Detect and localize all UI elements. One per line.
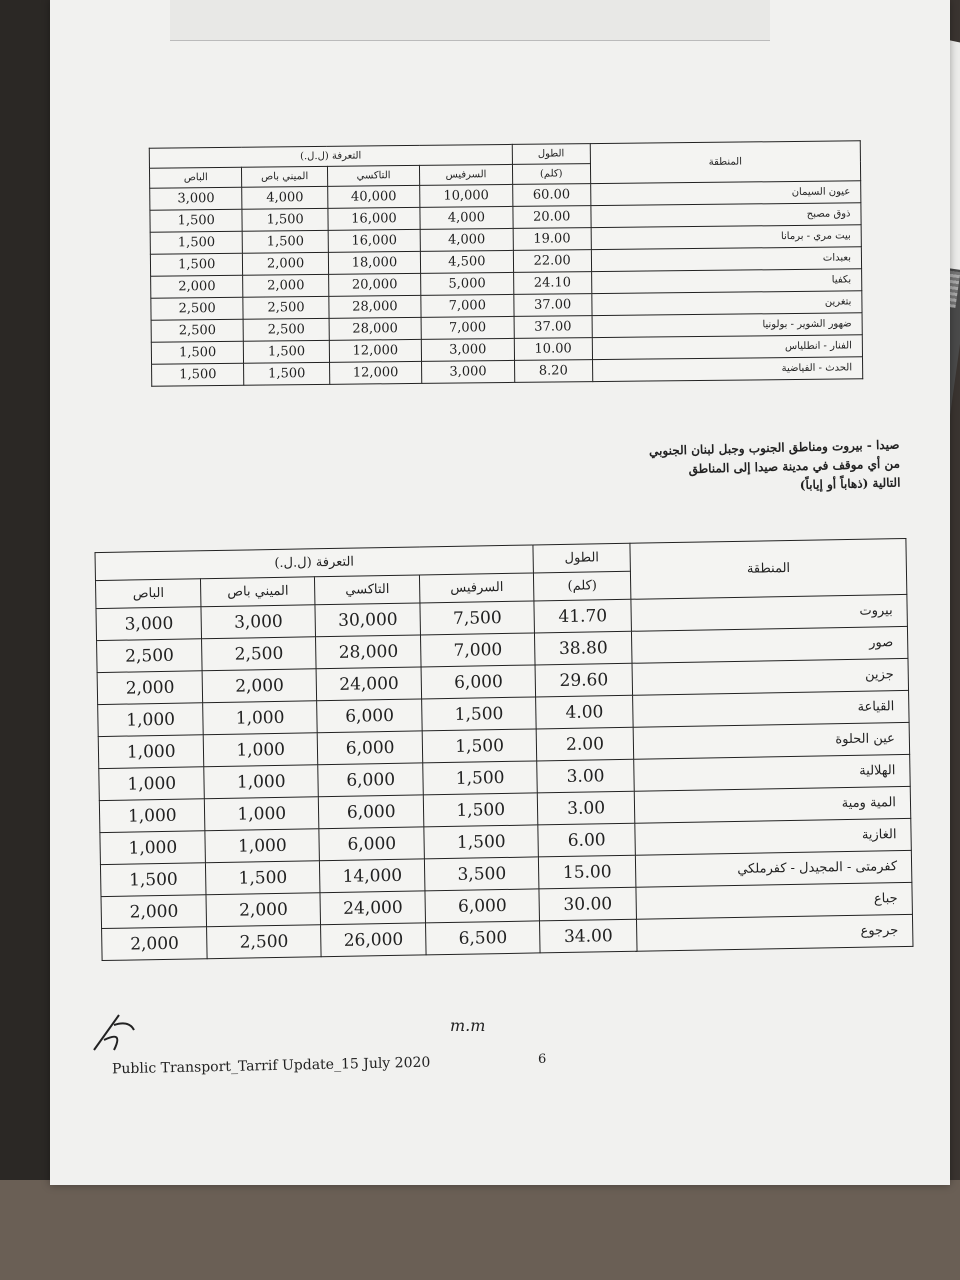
- taxi-fare-cell: 28,000: [315, 635, 421, 669]
- taxi-fare-cell: 18,000: [328, 251, 421, 274]
- footer-doc-title: Public Transport_Tarrif Update_15 July 2020: [111, 1054, 431, 1078]
- length-cell: 37.00: [513, 294, 591, 317]
- service-fare-cell: 6,000: [421, 665, 535, 699]
- taxi-fare-cell: 28,000: [329, 317, 422, 340]
- length-cell: 10.00: [514, 338, 592, 361]
- service-fare-cell: 6,000: [425, 889, 539, 923]
- region-cell: بكفيا: [591, 269, 861, 294]
- col-tariff-header: التعرفة (ل.ل.): [95, 545, 533, 581]
- desk-surface: [0, 1180, 960, 1280]
- minibus-fare-cell: 1,000: [203, 701, 317, 735]
- minibus-fare-cell: 3,000: [201, 605, 315, 639]
- bus-fare-cell: 1,000: [100, 831, 206, 865]
- bus-fare-cell: 2,000: [97, 671, 203, 705]
- col-service-header: السرفيس: [420, 164, 513, 185]
- region-cell: كفرمتى - المجيدل - كفرملكي: [636, 850, 912, 887]
- minibus-fare-cell: 2,000: [206, 893, 320, 927]
- tariff-table-2-body: [96, 594, 913, 960]
- top-paper-strip: [170, 0, 770, 41]
- region-cell: بيت مري - برمانا: [591, 225, 861, 250]
- minibus-fare-cell: 2,000: [243, 252, 329, 275]
- service-fare-cell: 1,500: [423, 761, 537, 795]
- col-minibus-header: الميني باص: [242, 166, 328, 187]
- tariff-table-2: [94, 538, 913, 961]
- region-cell: الهلالية: [634, 754, 910, 791]
- region-cell: ضهور الشوير - بولونيا: [592, 313, 862, 338]
- minibus-fare-cell: 2,500: [243, 296, 329, 319]
- service-fare-cell: 1,500: [423, 729, 537, 763]
- col-tariff-header: التعرفة (ل.ل.): [149, 144, 512, 168]
- bus-fare-cell: 2,500: [97, 639, 203, 673]
- service-fare-cell: 1,500: [422, 697, 536, 731]
- bus-fare-cell: 2,500: [151, 319, 244, 342]
- length-cell: 29.60: [535, 663, 633, 697]
- taxi-fare-cell: 24,000: [320, 891, 426, 925]
- region-cell: جباع: [636, 882, 912, 919]
- bus-fare-cell: 3,000: [96, 607, 202, 641]
- length-cell: 37.00: [514, 316, 592, 339]
- col-region-header: المنطقة: [630, 538, 907, 599]
- initials: m.m: [450, 1016, 486, 1035]
- length-cell: 8.20: [514, 360, 592, 383]
- length-cell: 22.00: [513, 250, 591, 273]
- region-cell: الغازية: [635, 818, 911, 855]
- minibus-fare-cell: 2,000: [203, 669, 317, 703]
- minibus-fare-cell: 1,500: [244, 340, 330, 363]
- region-cell: الفنار - انطلياس: [592, 335, 862, 360]
- tariff-table-1: [149, 140, 863, 386]
- bus-fare-cell: 1,500: [150, 231, 243, 254]
- region-cell: بعبدات: [591, 247, 861, 272]
- bus-fare-cell: 1,000: [98, 703, 204, 737]
- bus-fare-cell: 2,500: [151, 297, 244, 320]
- section-description: [559, 436, 900, 502]
- taxi-fare-cell: 6,000: [318, 763, 424, 797]
- minibus-fare-cell: 1,000: [204, 765, 318, 799]
- taxi-fare-cell: 30,000: [315, 603, 421, 637]
- length-cell: 34.00: [539, 919, 637, 953]
- minibus-fare-cell: 1,500: [206, 861, 320, 895]
- col-bus-header: الباص: [149, 167, 242, 188]
- bus-fare-cell: 1,500: [100, 863, 206, 897]
- minibus-fare-cell: 4,000: [242, 186, 328, 209]
- col-taxi-header: التاكسي: [314, 575, 420, 605]
- taxi-fare-cell: 26,000: [321, 923, 427, 957]
- tariff-table-1-body: [150, 181, 863, 386]
- service-fare-cell: 3,000: [422, 360, 515, 383]
- service-fare-cell: 1,500: [424, 825, 538, 859]
- length-cell: 41.70: [534, 599, 632, 633]
- service-fare-cell: 7,000: [421, 633, 535, 667]
- taxi-fare-cell: 24,000: [316, 667, 422, 701]
- service-fare-cell: 4,000: [420, 206, 513, 229]
- bus-fare-cell: 1,500: [150, 253, 243, 276]
- taxi-fare-cell: 14,000: [319, 859, 425, 893]
- col-minibus-header: الميني باص: [201, 577, 315, 607]
- minibus-fare-cell: 2,500: [207, 925, 321, 959]
- section-line-1: من أي موقف في مدينة صيدا إلى المناطق: [688, 456, 901, 477]
- minibus-fare-cell: 1,500: [243, 230, 329, 253]
- region-cell: المية ومية: [634, 786, 910, 823]
- region-cell: جزين: [632, 658, 908, 695]
- minibus-fare-cell: 2,500: [244, 318, 330, 341]
- length-cell: 38.80: [534, 631, 632, 665]
- bus-fare-cell: 1,000: [99, 767, 205, 801]
- minibus-fare-cell: 1,500: [244, 362, 330, 385]
- handwritten-signature: [84, 1000, 144, 1060]
- bus-fare-cell: 1,000: [98, 735, 204, 769]
- col-length-header: الطول: [512, 144, 590, 165]
- minibus-fare-cell: 1,000: [205, 829, 319, 863]
- col-region-header: المنطقة: [590, 141, 861, 184]
- bus-fare-cell: 3,000: [150, 187, 243, 210]
- bus-fare-cell: 1,000: [99, 799, 205, 833]
- length-cell: 2.00: [536, 727, 634, 761]
- length-cell: 6.00: [538, 823, 636, 857]
- col-length-header: الطول: [533, 543, 631, 573]
- length-cell: 24.10: [513, 272, 591, 295]
- length-cell: 20.00: [513, 206, 591, 229]
- bus-fare-cell: 1,500: [152, 363, 245, 386]
- length-cell: 30.00: [539, 887, 637, 921]
- taxi-fare-cell: 40,000: [327, 185, 420, 208]
- region-cell: بتغرين: [592, 291, 862, 316]
- taxi-fare-cell: 16,000: [328, 207, 421, 230]
- taxi-fare-cell: 6,000: [319, 827, 425, 861]
- service-fare-cell: 6,500: [426, 921, 540, 955]
- minibus-fare-cell: 2,000: [243, 274, 329, 297]
- length-cell: 4.00: [536, 695, 634, 729]
- taxi-fare-cell: 12,000: [329, 361, 422, 384]
- service-fare-cell: 1,500: [424, 793, 538, 827]
- minibus-fare-cell: 1,000: [205, 797, 319, 831]
- region-cell: عيون السيمان: [590, 181, 860, 206]
- section-heading: صيدا - بيروت ومناطق الجنوب وجبل لبنان الجنوبي: [648, 437, 900, 459]
- bus-fare-cell: 1,500: [151, 341, 244, 364]
- region-cell: صور: [632, 626, 908, 663]
- length-cell: 3.00: [537, 791, 635, 825]
- service-fare-cell: 5,000: [421, 272, 514, 295]
- length-cell: 19.00: [513, 228, 591, 251]
- service-fare-cell: 7,500: [420, 601, 534, 635]
- region-cell: الحدث - الفياضية: [592, 357, 862, 382]
- bus-fare-cell: 2,000: [151, 275, 244, 298]
- service-fare-cell: 10,000: [420, 184, 513, 207]
- section-line-2: التالية (ذهاباً أو إياباً): [799, 475, 901, 493]
- taxi-fare-cell: 6,000: [317, 731, 423, 765]
- bus-fare-cell: 2,000: [101, 895, 207, 929]
- taxi-fare-cell: 16,000: [328, 229, 421, 252]
- region-cell: بيروت: [631, 594, 907, 631]
- service-fare-cell: 4,000: [420, 228, 513, 251]
- service-fare-cell: 4,500: [421, 250, 514, 273]
- service-fare-cell: 7,000: [421, 316, 514, 339]
- length-cell: 3.00: [537, 759, 635, 793]
- length-cell: 60.00: [512, 184, 590, 207]
- taxi-fare-cell: 20,000: [328, 273, 421, 296]
- bus-fare-cell: 2,000: [102, 927, 208, 961]
- col-length-unit: (كلم): [533, 571, 631, 601]
- minibus-fare-cell: 1,000: [204, 733, 318, 767]
- region-cell: القياعة: [633, 690, 909, 727]
- length-cell: 15.00: [538, 855, 636, 889]
- taxi-fare-cell: 6,000: [318, 795, 424, 829]
- bus-fare-cell: 1,500: [150, 209, 243, 232]
- taxi-fare-cell: 28,000: [329, 295, 422, 318]
- col-taxi-header: التاكسي: [327, 165, 420, 186]
- taxi-fare-cell: 6,000: [317, 699, 423, 733]
- service-fare-cell: 3,500: [425, 857, 539, 891]
- minibus-fare-cell: 2,500: [202, 637, 316, 671]
- region-cell: جرجوع: [637, 914, 913, 951]
- page-number: 6: [538, 1052, 547, 1067]
- col-service-header: السرفيس: [420, 573, 534, 603]
- region-cell: عين الحلوة: [633, 722, 909, 759]
- col-bus-header: الباص: [95, 579, 201, 609]
- service-fare-cell: 7,000: [421, 294, 514, 317]
- col-length-unit: (كلم): [512, 164, 590, 185]
- taxi-fare-cell: 12,000: [329, 339, 422, 362]
- region-cell: ذوق مصبح: [591, 203, 861, 228]
- minibus-fare-cell: 1,500: [242, 208, 328, 231]
- service-fare-cell: 3,000: [421, 338, 514, 361]
